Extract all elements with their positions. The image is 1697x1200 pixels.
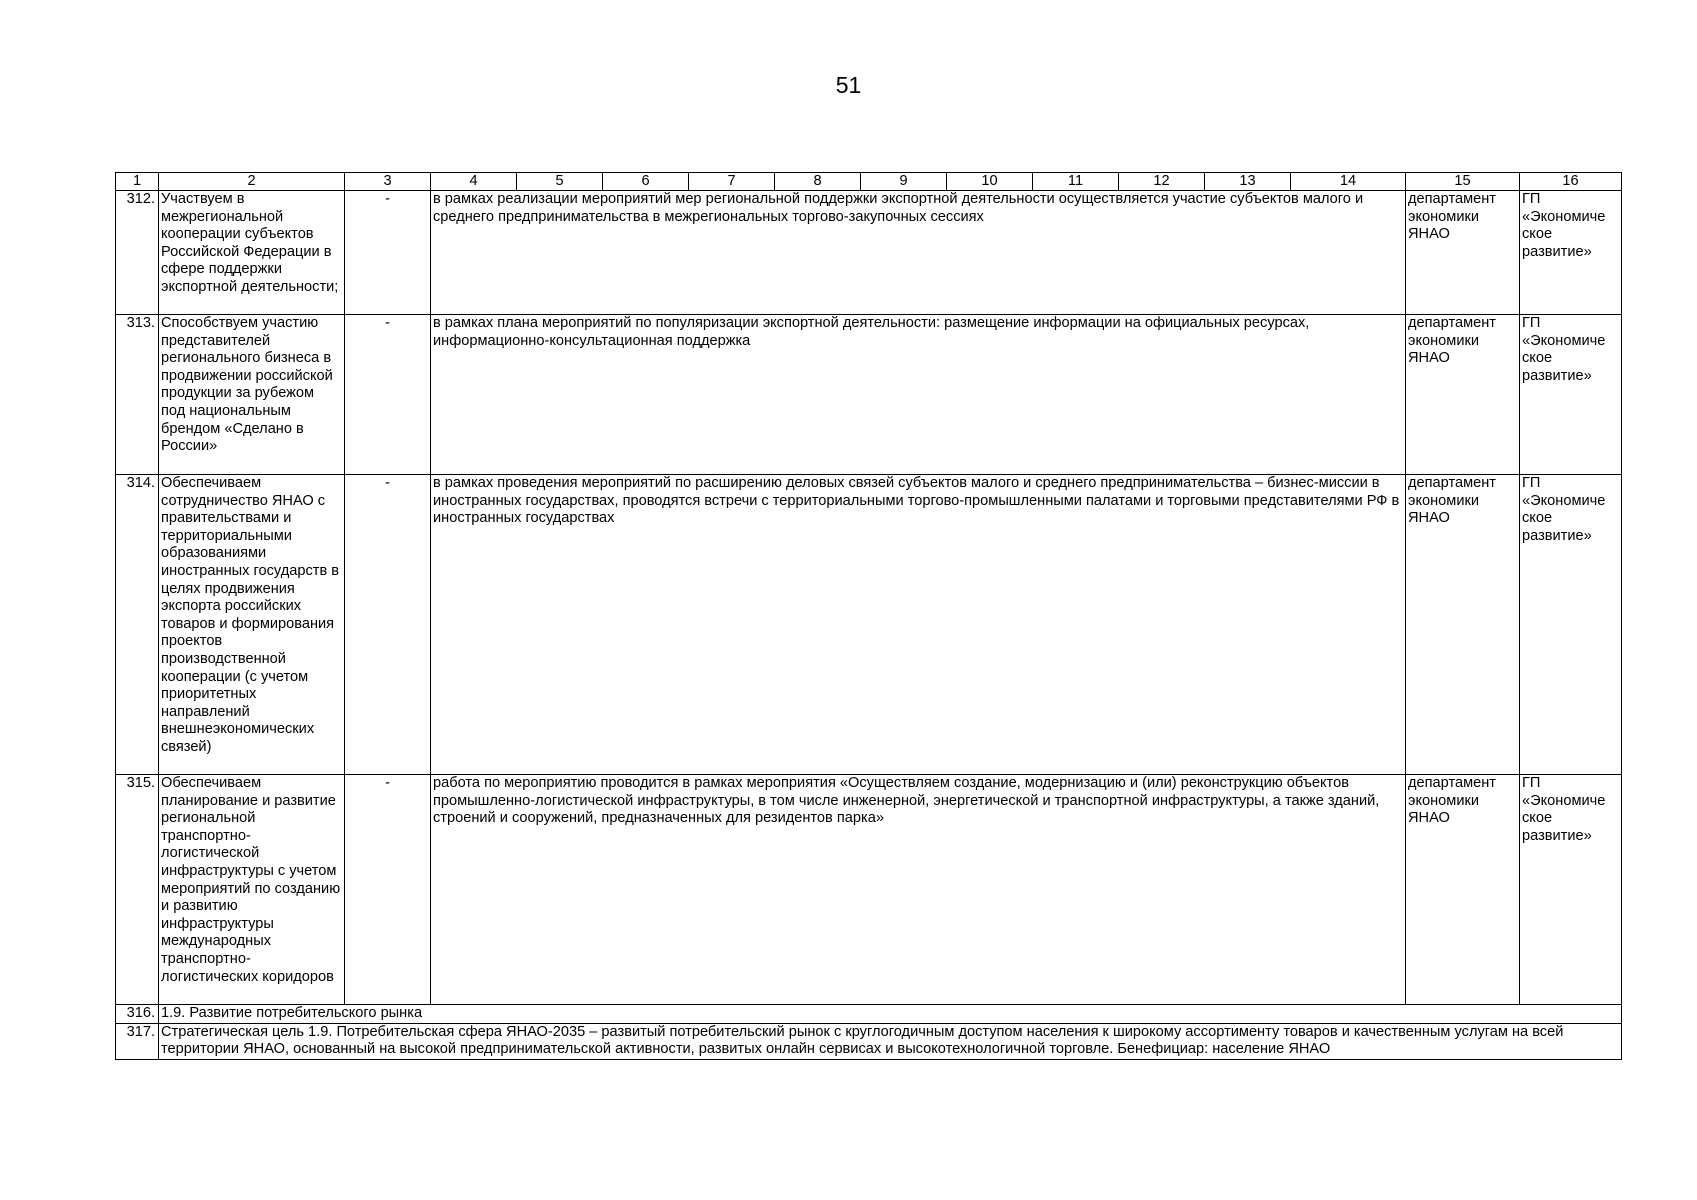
column-number: 3 (345, 173, 431, 191)
col3-value: - (345, 775, 431, 1005)
column-number: 2 (159, 173, 345, 191)
column-number: 10 (947, 173, 1033, 191)
table-row (116, 475, 1622, 775)
description-text: в рамках проведения мероприятий по расширению деловых связей субъектов малого и среднего предпринимательства – бизнес-миссии в иностранных государствах, проводятся встречи с территориальными торгово-промышленными палатами и торговыми представителями РФ в иностранных государствах (431, 475, 1406, 775)
column-numbers-row (116, 173, 1622, 191)
responsible-text: департамент экономики ЯНАО (1406, 191, 1520, 315)
col3-value: - (345, 315, 431, 475)
description-text: в рамках реализации мероприятий мер региональной поддержки экспортной деятельности осуществляется участие субъектов малого и среднего предпринимательства в межрегиональных торгово-закупочных сессиях (431, 191, 1406, 315)
program-text: ГП «Экономиче ское развитие» (1520, 775, 1622, 1005)
column-number: 15 (1406, 173, 1520, 191)
strategic-goal-text: Стратегическая цель 1.9. Потребительская сфера ЯНАО-2035 – развитый потребительский рынок с круглогодичным доступом населения к широкому ассортименту товаров и качественным услугам на всей территории ЯНАО, основанный на высокой предпринимательской активности, развитых онлайн сервисах и высокотехнологичной торговле. Бенефициар: население ЯНАО (159, 1023, 1622, 1059)
column-number: 4 (431, 173, 517, 191)
column-number: 7 (689, 173, 775, 191)
column-number: 14 (1291, 173, 1406, 191)
program-text: ГП «Экономиче ское развитие» (1520, 475, 1622, 775)
row-number: 312. (116, 191, 159, 315)
column-number: 5 (517, 173, 603, 191)
table-row (116, 315, 1622, 475)
column-number: 12 (1119, 173, 1205, 191)
section-title: 1.9. Развитие потребительского рынка (159, 1005, 1622, 1024)
goal-row (116, 1023, 1622, 1059)
description-text: работа по мероприятию проводится в рамках мероприятия «Осуществляем создание, модернизацию и (или) реконструкцию объектов промышленно-логистической инфраструктуры, в том числе инженерной, энергетической и транспортной инфраструктуры, а также зданий, строений и сооружений, предназначенных для резидентов парка» (431, 775, 1406, 1005)
row-number: 315. (116, 775, 159, 1005)
column-number: 8 (775, 173, 861, 191)
row-number: 316. (116, 1005, 159, 1024)
responsible-text: департамент экономики ЯНАО (1406, 475, 1520, 775)
measure-text: Способствуем участию представителей регионального бизнеса в продвижении российской продукции за рубежом под национальным брендом «Сделано в России» (159, 315, 345, 475)
measures-table (115, 172, 1622, 1060)
responsible-text: департамент экономики ЯНАО (1406, 315, 1520, 475)
column-number: 1 (116, 173, 159, 191)
column-number: 9 (861, 173, 947, 191)
row-number: 313. (116, 315, 159, 475)
column-number: 6 (603, 173, 689, 191)
responsible-text: департамент экономики ЯНАО (1406, 775, 1520, 1005)
table-row (116, 191, 1622, 315)
measure-text: Обеспечиваем сотрудничество ЯНАО с правительствами и территориальными образованиями иностранных государств в целях продвижения экспорта российских товаров и формирования проектов производственной кооперации (с учетом приоритетных направлений внешнеэкономических связей) (159, 475, 345, 775)
measure-text: Участвуем в межрегиональной кооперации субъектов Российской Федерации в сфере поддержки экспортной деятельности; (159, 191, 345, 315)
page-number: 51 (835, 72, 862, 98)
col3-value: - (345, 475, 431, 775)
program-text: ГП «Экономиче ское развитие» (1520, 191, 1622, 315)
table-row (116, 775, 1622, 1005)
column-number: 13 (1205, 173, 1291, 191)
program-text: ГП «Экономиче ское развитие» (1520, 315, 1622, 475)
row-number: 317. (116, 1023, 159, 1059)
measure-text: Обеспечиваем планирование и развитие региональной транспортно-логистической инфраструктуры с учетом мероприятий по созданию и развитию инфраструктуры международных транспортно-логистических коридоров (159, 775, 345, 1005)
column-number: 16 (1520, 173, 1622, 191)
description-text: в рамках плана мероприятий по популяризации экспортной деятельности: размещение информации на официальных ресурсах, информационно-консультационная поддержка (431, 315, 1406, 475)
col3-value: - (345, 191, 431, 315)
row-number: 314. (116, 475, 159, 775)
column-number: 11 (1033, 173, 1119, 191)
section-row (116, 1005, 1622, 1024)
